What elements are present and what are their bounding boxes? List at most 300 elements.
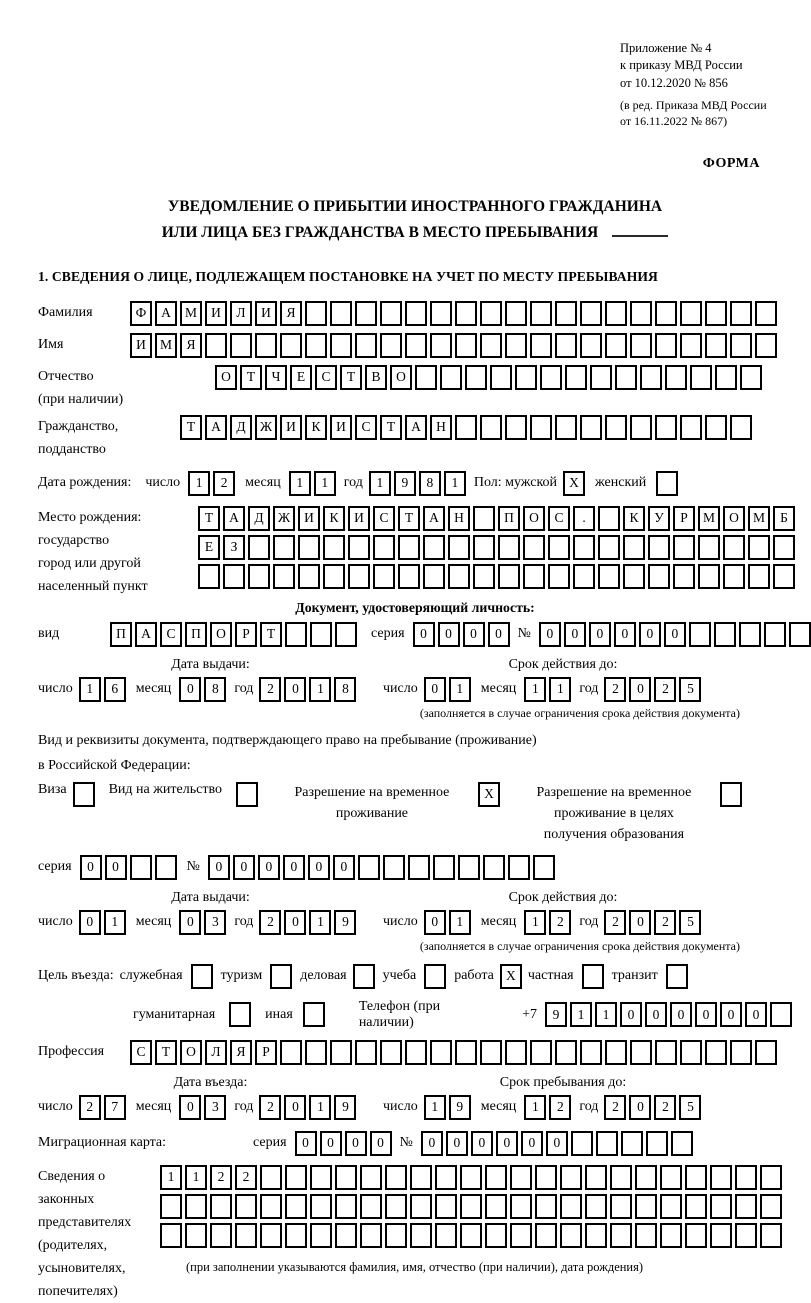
char-cell[interactable]: М [748,506,770,531]
char-cell[interactable] [485,1165,507,1190]
char-cell[interactable] [460,1223,482,1248]
char-cell[interactable] [405,301,427,326]
char-cell[interactable] [385,1223,407,1248]
char-cell[interactable] [485,1223,507,1248]
char-cell[interactable]: Т [380,415,402,440]
char-cell[interactable] [198,564,220,589]
char-cell[interactable] [660,1194,682,1219]
char-cell[interactable] [280,1040,302,1065]
char-cell[interactable] [685,1223,707,1248]
char-cell[interactable]: 3 [204,910,226,935]
char-cell[interactable] [755,301,777,326]
char-cell[interactable]: С [548,506,570,531]
char-cell[interactable] [535,1165,557,1190]
doc-issue-month[interactable] [179,677,226,702]
char-cell[interactable] [640,365,662,390]
char-cell[interactable] [430,1040,452,1065]
doc-kind-field[interactable] [110,622,357,647]
char-cell[interactable]: 8 [204,677,226,702]
char-cell[interactable]: Л [230,301,252,326]
char-cell[interactable] [710,1223,732,1248]
char-cell[interactable] [235,1223,257,1248]
char-cell[interactable]: Я [280,301,302,326]
char-cell[interactable] [448,535,470,560]
doc-issue-day[interactable] [79,677,126,702]
rvp-number-field[interactable] [208,855,555,880]
entry-day[interactable] [79,1095,126,1120]
char-cell[interactable]: И [330,415,352,440]
char-cell[interactable]: 0 [521,1131,543,1156]
char-cell[interactable] [373,535,395,560]
char-cell[interactable] [610,1165,632,1190]
sex-male-checkbox[interactable]: X [563,471,585,496]
char-cell[interactable] [555,301,577,326]
char-cell[interactable]: Б [773,506,795,531]
char-cell[interactable] [548,535,570,560]
char-cell[interactable] [540,365,562,390]
char-cell[interactable] [380,333,402,358]
char-cell[interactable]: Т [198,506,220,531]
char-cell[interactable] [580,415,602,440]
char-cell[interactable]: 1 [104,910,126,935]
char-cell[interactable]: П [110,622,132,647]
char-cell[interactable] [535,1223,557,1248]
char-cell[interactable] [660,1223,682,1248]
phone-field[interactable] [545,1002,792,1027]
char-cell[interactable] [615,365,637,390]
purpose-private-checkbox[interactable] [582,964,604,989]
char-cell[interactable] [430,301,452,326]
char-cell[interactable]: 1 [369,471,391,496]
char-cell[interactable] [789,622,811,647]
char-cell[interactable] [473,564,495,589]
char-cell[interactable]: 0 [695,1002,717,1027]
purpose-commercial-checkbox[interactable] [353,964,375,989]
char-cell[interactable] [605,1040,627,1065]
profession-field[interactable] [130,1040,777,1065]
char-cell[interactable] [223,564,245,589]
char-cell[interactable]: 0 [179,677,201,702]
char-cell[interactable]: 0 [284,677,306,702]
char-cell[interactable]: Т [155,1040,177,1065]
char-cell[interactable]: 1 [309,910,331,935]
char-cell[interactable] [305,333,327,358]
rvp-expiry-year[interactable] [604,910,701,935]
char-cell[interactable] [410,1223,432,1248]
char-cell[interactable]: Е [198,535,220,560]
char-cell[interactable]: 0 [629,910,651,935]
char-cell[interactable] [773,535,795,560]
char-cell[interactable]: 0 [284,910,306,935]
surname-field[interactable] [130,301,777,326]
char-cell[interactable] [710,1194,732,1219]
char-cell[interactable]: А [405,415,427,440]
char-cell[interactable]: 2 [259,677,281,702]
char-cell[interactable] [560,1194,582,1219]
sex-female-checkbox[interactable] [656,471,678,496]
char-cell[interactable] [770,1002,792,1027]
char-cell[interactable]: 7 [104,1095,126,1120]
char-cell[interactable] [430,333,452,358]
char-cell[interactable]: 0 [539,622,561,647]
char-cell[interactable] [480,1040,502,1065]
char-cell[interactable]: 0 [333,855,355,880]
char-cell[interactable] [465,365,487,390]
char-cell[interactable]: 1 [595,1002,617,1027]
char-cell[interactable] [585,1223,607,1248]
char-cell[interactable] [410,1194,432,1219]
char-cell[interactable]: Е [290,365,312,390]
stay-day[interactable] [424,1095,471,1120]
purpose-humanitarian-checkbox[interactable] [229,1002,251,1027]
char-cell[interactable]: 1 [188,471,210,496]
char-cell[interactable] [298,564,320,589]
char-cell[interactable] [698,564,720,589]
char-cell[interactable] [630,415,652,440]
char-cell[interactable]: 0 [283,855,305,880]
firstname-field[interactable] [130,333,777,358]
char-cell[interactable]: О [215,365,237,390]
char-cell[interactable]: Л [205,1040,227,1065]
char-cell[interactable] [598,535,620,560]
char-cell[interactable]: 9 [545,1002,567,1027]
char-cell[interactable] [498,535,520,560]
char-cell[interactable] [355,1040,377,1065]
char-cell[interactable]: Ж [273,506,295,531]
char-cell[interactable] [305,1040,327,1065]
char-cell[interactable] [323,564,345,589]
char-cell[interactable] [355,333,377,358]
char-cell[interactable] [455,333,477,358]
char-cell[interactable]: 0 [488,622,510,647]
entry-month[interactable] [179,1095,226,1120]
char-cell[interactable]: 2 [604,910,626,935]
char-cell[interactable]: 1 [185,1165,207,1190]
char-cell[interactable]: Т [398,506,420,531]
char-cell[interactable] [685,1194,707,1219]
char-cell[interactable]: У [648,506,670,531]
char-cell[interactable] [598,506,620,531]
char-cell[interactable] [130,855,152,880]
char-cell[interactable]: 0 [79,910,101,935]
char-cell[interactable]: Т [340,365,362,390]
char-cell[interactable]: 2 [213,471,235,496]
char-cell[interactable] [360,1165,382,1190]
char-cell[interactable]: 0 [295,1131,317,1156]
char-cell[interactable]: О [390,365,412,390]
char-cell[interactable] [485,1194,507,1219]
char-cell[interactable] [405,1040,427,1065]
char-cell[interactable] [655,333,677,358]
char-cell[interactable] [623,564,645,589]
char-cell[interactable]: О [723,506,745,531]
char-cell[interactable]: Р [255,1040,277,1065]
char-cell[interactable] [405,333,427,358]
char-cell[interactable] [646,1131,668,1156]
char-cell[interactable]: М [155,333,177,358]
char-cell[interactable] [710,1165,732,1190]
char-cell[interactable] [705,333,727,358]
char-cell[interactable] [665,365,687,390]
char-cell[interactable] [505,415,527,440]
birthdate-day-field[interactable] [188,471,235,496]
char-cell[interactable] [398,535,420,560]
rvp-issue-day[interactable] [79,910,126,935]
char-cell[interactable]: И [130,333,152,358]
char-cell[interactable]: 0 [258,855,280,880]
char-cell[interactable]: 0 [345,1131,367,1156]
char-cell[interactable] [280,333,302,358]
char-cell[interactable] [680,333,702,358]
char-cell[interactable] [460,1194,482,1219]
char-cell[interactable] [764,622,786,647]
purpose-other-checkbox[interactable] [303,1002,325,1027]
char-cell[interactable] [580,301,602,326]
char-cell[interactable] [680,415,702,440]
char-cell[interactable]: 9 [449,1095,471,1120]
stay-month[interactable] [524,1095,571,1120]
representatives-row3[interactable] [160,1223,782,1248]
char-cell[interactable]: 0 [105,855,127,880]
char-cell[interactable] [598,564,620,589]
char-cell[interactable] [689,622,711,647]
char-cell[interactable]: 1 [309,677,331,702]
char-cell[interactable] [473,506,495,531]
char-cell[interactable] [348,535,370,560]
char-cell[interactable] [435,1223,457,1248]
char-cell[interactable] [723,564,745,589]
char-cell[interactable] [585,1194,607,1219]
char-cell[interactable] [735,1165,757,1190]
char-cell[interactable]: Д [248,506,270,531]
char-cell[interactable]: 1 [549,677,571,702]
char-cell[interactable] [398,564,420,589]
char-cell[interactable] [335,1194,357,1219]
char-cell[interactable] [505,1040,527,1065]
char-cell[interactable] [690,365,712,390]
migration-number-field[interactable] [421,1131,693,1156]
char-cell[interactable] [380,1040,402,1065]
char-cell[interactable]: А [155,301,177,326]
purpose-transit-checkbox[interactable] [666,964,688,989]
char-cell[interactable]: 0 [446,1131,468,1156]
char-cell[interactable]: Ч [265,365,287,390]
char-cell[interactable]: Я [230,1040,252,1065]
char-cell[interactable]: 0 [629,677,651,702]
char-cell[interactable] [705,301,727,326]
char-cell[interactable] [285,1223,307,1248]
char-cell[interactable]: 1 [449,910,471,935]
char-cell[interactable]: 5 [679,1095,701,1120]
char-cell[interactable]: 0 [629,1095,651,1120]
purpose-tourism-checkbox[interactable] [270,964,292,989]
char-cell[interactable] [505,333,527,358]
char-cell[interactable] [435,1194,457,1219]
char-cell[interactable] [715,365,737,390]
char-cell[interactable] [760,1194,782,1219]
char-cell[interactable] [248,535,270,560]
char-cell[interactable]: 5 [679,677,701,702]
char-cell[interactable]: 0 [546,1131,568,1156]
migration-series-field[interactable] [295,1131,392,1156]
char-cell[interactable]: З [223,535,245,560]
char-cell[interactable]: 1 [570,1002,592,1027]
char-cell[interactable]: 2 [549,910,571,935]
char-cell[interactable] [740,365,762,390]
char-cell[interactable]: 9 [334,910,356,935]
doc-number-field[interactable] [539,622,811,647]
representatives-row2[interactable] [160,1194,782,1219]
char-cell[interactable] [530,415,552,440]
char-cell[interactable]: 1 [524,677,546,702]
char-cell[interactable] [585,1165,607,1190]
char-cell[interactable]: А [423,506,445,531]
purpose-study-checkbox[interactable] [424,964,446,989]
char-cell[interactable] [714,622,736,647]
char-cell[interactable]: 8 [419,471,441,496]
char-cell[interactable]: П [498,506,520,531]
char-cell[interactable]: 0 [438,622,460,647]
char-cell[interactable]: Т [260,622,282,647]
char-cell[interactable] [630,301,652,326]
char-cell[interactable]: И [298,506,320,531]
char-cell[interactable] [555,333,577,358]
char-cell[interactable] [473,535,495,560]
char-cell[interactable]: 0 [179,1095,201,1120]
char-cell[interactable]: Т [240,365,262,390]
char-cell[interactable] [671,1131,693,1156]
char-cell[interactable] [455,415,477,440]
doc-series-field[interactable] [413,622,510,647]
char-cell[interactable]: 1 [444,471,466,496]
char-cell[interactable] [630,333,652,358]
char-cell[interactable]: Р [235,622,257,647]
entry-year[interactable] [259,1095,356,1120]
char-cell[interactable]: 9 [394,471,416,496]
char-cell[interactable]: 8 [334,677,356,702]
char-cell[interactable]: К [623,506,645,531]
char-cell[interactable]: 2 [259,1095,281,1120]
char-cell[interactable] [335,1165,357,1190]
rvp-edu-checkbox[interactable] [720,782,742,807]
char-cell[interactable] [673,564,695,589]
char-cell[interactable]: 0 [645,1002,667,1027]
char-cell[interactable]: 0 [421,1131,443,1156]
char-cell[interactable] [610,1223,632,1248]
birthdate-year-field[interactable] [369,471,466,496]
char-cell[interactable] [415,365,437,390]
char-cell[interactable] [260,1223,282,1248]
char-cell[interactable]: 2 [654,910,676,935]
char-cell[interactable] [680,301,702,326]
char-cell[interactable]: 0 [589,622,611,647]
char-cell[interactable]: 2 [79,1095,101,1120]
char-cell[interactable] [580,1040,602,1065]
char-cell[interactable]: 2 [654,677,676,702]
char-cell[interactable]: С [355,415,377,440]
char-cell[interactable] [305,301,327,326]
char-cell[interactable] [423,564,445,589]
doc-expiry-month[interactable] [524,677,571,702]
visa-checkbox[interactable] [73,782,95,807]
char-cell[interactable]: 1 [524,910,546,935]
char-cell[interactable]: И [205,301,227,326]
char-cell[interactable]: 1 [314,471,336,496]
char-cell[interactable] [623,535,645,560]
char-cell[interactable] [648,535,670,560]
char-cell[interactable]: О [210,622,232,647]
char-cell[interactable] [385,1165,407,1190]
char-cell[interactable]: С [373,506,395,531]
char-cell[interactable] [673,535,695,560]
rvp-issue-month[interactable] [179,910,226,935]
char-cell[interactable] [773,564,795,589]
char-cell[interactable]: 0 [564,622,586,647]
char-cell[interactable] [210,1223,232,1248]
char-cell[interactable] [739,622,761,647]
char-cell[interactable]: К [323,506,345,531]
char-cell[interactable] [330,1040,352,1065]
char-cell[interactable] [455,1040,477,1065]
char-cell[interactable] [348,564,370,589]
char-cell[interactable] [660,1165,682,1190]
char-cell[interactable]: В [365,365,387,390]
char-cell[interactable]: 0 [670,1002,692,1027]
char-cell[interactable]: Ф [130,301,152,326]
char-cell[interactable] [310,1165,332,1190]
char-cell[interactable] [748,535,770,560]
char-cell[interactable]: 0 [720,1002,742,1027]
char-cell[interactable]: 6 [104,677,126,702]
char-cell[interactable] [508,855,530,880]
char-cell[interactable] [460,1165,482,1190]
char-cell[interactable] [573,564,595,589]
char-cell[interactable]: 0 [233,855,255,880]
purpose-work-checkbox[interactable]: X [500,964,522,989]
char-cell[interactable]: 2 [654,1095,676,1120]
char-cell[interactable] [760,1165,782,1190]
rvp-issue-year[interactable] [259,910,356,935]
char-cell[interactable] [423,535,445,560]
char-cell[interactable]: 0 [620,1002,642,1027]
char-cell[interactable] [610,1194,632,1219]
char-cell[interactable] [621,1131,643,1156]
char-cell[interactable]: И [348,506,370,531]
char-cell[interactable] [735,1194,757,1219]
char-cell[interactable]: 0 [284,1095,306,1120]
char-cell[interactable]: О [180,1040,202,1065]
char-cell[interactable] [205,333,227,358]
char-cell[interactable] [248,564,270,589]
char-cell[interactable] [655,1040,677,1065]
char-cell[interactable] [410,1165,432,1190]
char-cell[interactable]: 2 [210,1165,232,1190]
char-cell[interactable] [573,535,595,560]
char-cell[interactable] [483,855,505,880]
char-cell[interactable] [480,301,502,326]
char-cell[interactable]: М [180,301,202,326]
char-cell[interactable] [555,415,577,440]
char-cell[interactable] [160,1223,182,1248]
char-cell[interactable] [755,1040,777,1065]
char-cell[interactable] [383,855,405,880]
birthplace-row1[interactable] [198,506,795,531]
char-cell[interactable]: 2 [604,1095,626,1120]
char-cell[interactable]: 0 [614,622,636,647]
char-cell[interactable]: Н [430,415,452,440]
char-cell[interactable] [705,1040,727,1065]
char-cell[interactable] [605,333,627,358]
